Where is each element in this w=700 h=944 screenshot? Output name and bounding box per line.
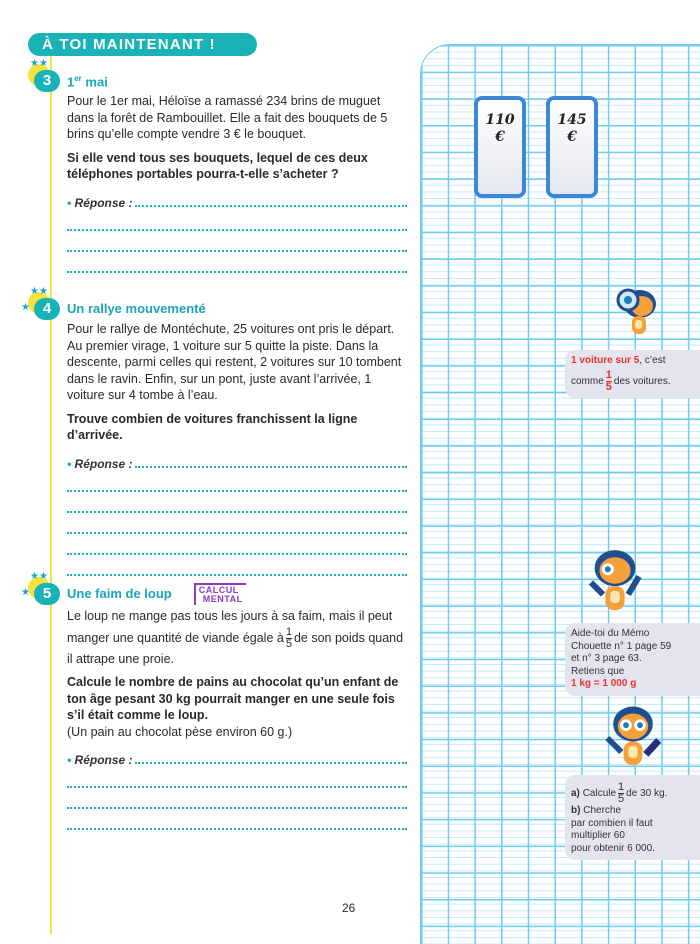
exercise-text: Le loup ne mange pas tous les jours à sa faim, mais il peut	[67, 609, 393, 623]
owl-waving-icon	[603, 703, 663, 773]
difficulty-stars-icon: ★★	[30, 58, 48, 69]
answer-line[interactable]	[67, 513, 407, 534]
page-number: 26	[342, 901, 356, 915]
answer-field[interactable]: • Réponse :	[67, 189, 407, 210]
phone-image: 145 €	[546, 96, 598, 198]
exercise-title: Une faim de loup	[67, 586, 172, 601]
exercise-text: Pour le rallye de Montéchute, 25 voitures ont pris le départ. Au premier virage, 1 voiture sur 5 quitte la piste. Dans la descente, parmi celles qui restent, 2 voitures sur 10 tombent dans le ravin. Enfin, sur un pont, juste avant l’arrivée, 1 voiture sur 4 tombe à l’eau.	[67, 322, 402, 402]
difficulty-stars-icon: ★★	[30, 286, 48, 297]
margin-line	[50, 55, 52, 934]
exercise-question: Si elle vend tous ses bouquets, lequel de ces deux téléphones portables pourra-t-elle s’acheter ?	[67, 150, 368, 181]
owl-magnifier-icon	[610, 282, 660, 342]
answer-field[interactable]: • Réponse :	[67, 450, 407, 471]
hint-bubble: Aide-toi du Mémo Chouette n° 1 page 59 et n° 3 page 63. Retiens que 1 kg = 1 000 g	[565, 623, 700, 696]
answer-line[interactable]	[67, 492, 407, 513]
exercise-text: manger une quantité de viande égale à $\frac{1}{5}$ de son poids quand	[67, 625, 404, 650]
exercise-number: 3	[34, 70, 60, 92]
difficulty-stars-icon: ★★	[30, 571, 48, 582]
exercise-3	[67, 72, 407, 273]
exercise-4	[67, 300, 407, 576]
exercise-question: Trouve combien de voitures franchissent la ligne d’arrivée.	[67, 411, 358, 442]
exercise-note: (Un pain au chocolat pèse environ 60 g.)	[67, 724, 293, 739]
answer-line[interactable]	[67, 231, 407, 252]
exercise-title: 1er mai	[67, 74, 108, 90]
answer-line[interactable]	[67, 252, 407, 273]
answer-line[interactable]	[67, 809, 407, 830]
exercise-title: Un rallye mouvementé	[67, 301, 206, 316]
exercise-5	[67, 583, 407, 830]
answer-line[interactable]	[67, 767, 407, 788]
exercise-title-row	[67, 583, 407, 605]
exercise-text: il attrape une proie.	[67, 651, 175, 666]
fraction: $\frac{1}{5}$	[285, 625, 292, 650]
exercise-number: 5	[34, 583, 60, 605]
answer-field[interactable]: • Réponse :	[67, 746, 407, 767]
exercise-number: 4	[34, 298, 60, 320]
calcul-mental-badge: CALCUL MENTAL	[194, 583, 246, 605]
phone-image: 110 €	[474, 96, 526, 198]
answer-line[interactable]	[67, 555, 407, 576]
answer-line[interactable]	[67, 534, 407, 555]
hint-bubble: a) Calcule $\frac{1}{5}$ de 30 kg. b) Cherche par combien il faut multiplier 60 pour obtenir 6 000.	[565, 775, 700, 860]
exercise-text: Pour le 1er mai, Héloïse a ramassé 234 brins de muguet dans la forêt de Rambouillet. Elle a fait des bouquets de 5 brins qu’elle compte vendre 3 € le bouquet.	[67, 94, 388, 141]
difficulty-star-icon: ★	[21, 587, 30, 598]
section-header: À TOI MAINTENANT !	[28, 33, 257, 56]
exercise-question: Calcule le nombre de pains au chocolat qu’un enfant de ton âge pesant 30 kg pourrait manger en une seule fois s’il était comme le loup.	[67, 675, 399, 722]
answer-line[interactable]	[67, 788, 407, 809]
answer-line[interactable]	[67, 471, 407, 492]
difficulty-star-icon: ★	[21, 302, 30, 313]
owl-winking-icon	[585, 545, 645, 620]
hint-bubble: 1 voiture sur 5, c’est comme $\frac{1}{5}$ des voitures.	[565, 350, 700, 398]
answer-line[interactable]	[67, 210, 407, 231]
